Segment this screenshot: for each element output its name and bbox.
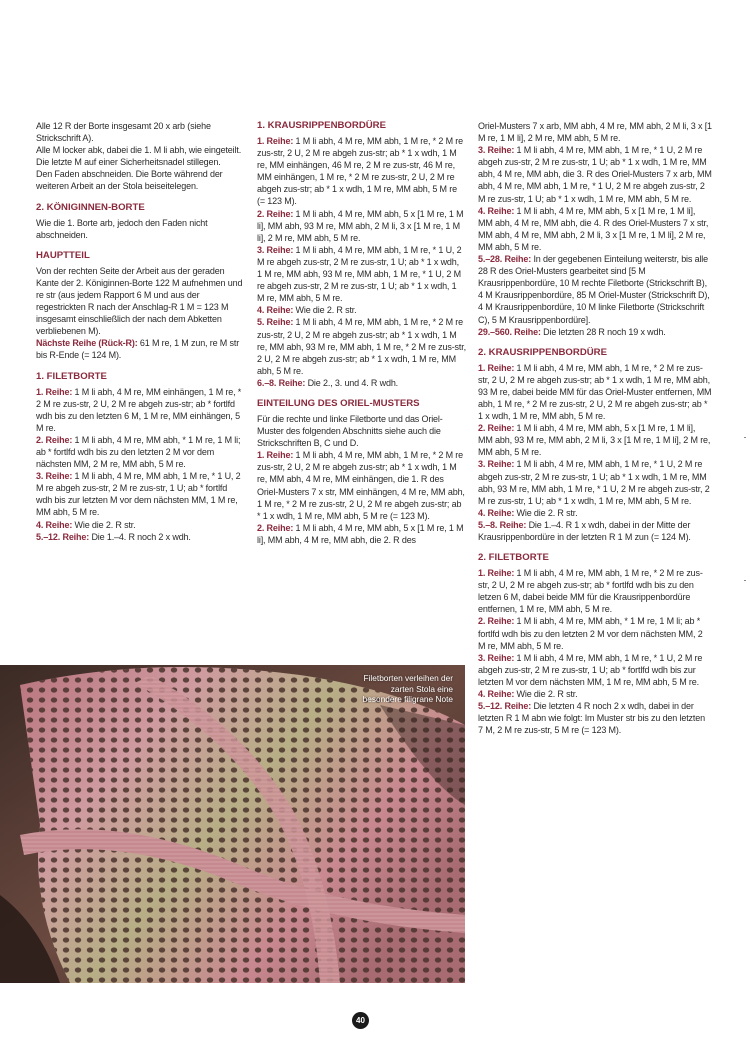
- row-instruction: [478, 326, 712, 338]
- row-instruction: [257, 449, 466, 522]
- row-text: 1 M li abh, 4 M re, MM abh, 1 M re, * 1 U, 2 M re abgeh zus-str, 2 M re zus-str, 1 U; ab * 1 x wdh, 1 M re, MM abh, 4 M re, MM abh, die 3. R des Oriel-Musters 7 x arb, MM abh, 4 M re, MM abh, 1 M re, * 1 U, 2 M re abgeh zus-str, 2 M re zus-str, 1 U; ab * 1 x wdh, 1 M re, MM abh, 5 M re.: [478, 145, 712, 204]
- column-right: [478, 120, 712, 736]
- row-label: 3. Reihe:: [257, 244, 294, 255]
- page-number: 40: [352, 1012, 369, 1029]
- row-instruction: [478, 615, 712, 651]
- row-label: 6.–8. Reihe:: [257, 377, 306, 388]
- row-text: Die 2., 3. und 4. R wdh.: [305, 377, 399, 388]
- row-text: 1 M li abh, 4 M re, MM einhängen, 1 M re, * 2 M re zus-str, 2 U, 2 M re abgeh zus-str; ab * fortlfd wdh bis zu den letzten 6 M, 1 M re, MM einhängen, 5 M re.: [36, 386, 242, 433]
- section-heading: 2. KRAUSRIPPENBORDÜRE: [478, 346, 608, 358]
- row-instruction: [257, 208, 466, 244]
- row-label: 2. Reihe:: [36, 434, 73, 445]
- row-instruction: [36, 434, 243, 470]
- row-label: 5.–8. Reihe:: [478, 519, 527, 530]
- row-label: 4. Reihe:: [478, 507, 515, 518]
- row-text: 1 M li abh, 4 M re, MM abh, 1 M re, * 2 M re zus-str, 2 U, 2 M re abgeh zus-str; ab * 1 x wdh, 1 M re, MM abh, 93 M re, dabei beide MM für das Oriel-Muster entfernen, MM abh, 1 M re, * 2 M re zus-str, 2 U, 2 M re abgeh zus-str; ab * 1 x wdh, 1 M re, MM abh, 5 M re.: [478, 362, 712, 422]
- row-instruction: [36, 531, 243, 543]
- row-label: 3. Reihe:: [478, 459, 515, 470]
- row-text: 61 M re, 1 M zun, re M str bis R-Ende (= 124 M).: [36, 338, 240, 361]
- row-text: 1 M li abh, 4 M re, MM abh, 1 M re, * 1 U, 2 M re abgeh zus-str, 2 M re zus-str, 1 U; ab * 1 x wdh, 1 M re, MM abh, 93 M re, MM abh, 1 M re, * 1 U, 2 M re abgeh zus-str, 2 M re zus-str, 1 U; ab * 1 x wdh, 1 M re, MM abh, 5 M re.: [257, 244, 462, 304]
- row-label: 5. Reihe:: [257, 317, 294, 328]
- row-instruction: [478, 362, 712, 422]
- row-text: 1 M li abh, 4 M re, MM abh, 5 x [1 M re, 1 M li], MM abh, 4 M re, MM abh, die 4. R des Oriel-Musters 7 x str, MM abh, 4 M re, MM abh, 2 M li, 3 x [1 M re, 1 M li], 2 M re, MM abh, 5 M re.: [478, 205, 709, 252]
- row-instruction: [257, 304, 466, 316]
- row-text: 1 M li abh, 4 M re, MM abh, 5 x [1 M re, 1 M li], MM abh, 4 M re, MM abh, die 2. R des: [257, 522, 464, 545]
- row-instruction: [478, 567, 712, 615]
- row-instruction: [36, 386, 243, 434]
- row-label: 29.–560. Reihe:: [478, 326, 541, 337]
- section-heading: EINTEILUNG DES ORIEL-MUSTERS: [257, 397, 420, 409]
- row-text: Die letzten 28 R noch 19 x wdh.: [540, 326, 666, 337]
- row-text: Die 1.–4. R 1 x wdh, dabei in der Mitte der Krausrippenbordüre in der letzten R 1 M zun (= 124 M).: [478, 519, 691, 542]
- row-text: Wie die 2. R str.: [514, 507, 578, 518]
- row-text: 1 M li abh, 4 M re, MM abh, 1 M re, * 2 M re zus-str, 2 U, 2 M re abgeh zus-str; ab * fortlfd wdh bis zu den letzen 6 M, dabei beide MM für die Krausrippenbordüre entfernen, 1 M re, MM abh, 5 M re.: [478, 568, 703, 615]
- section-heading: 1. KRAUSRIPPENBORDÜRE: [257, 120, 387, 131]
- row-text: 1 M li abh, 4 M re, MM abh, 1 M re, * 2 M re zus-str, 2 U, 2 M re abgeh zus-str; ab * 1 x wdh, 1 M re, MM abh, 4 M re, MM einhängen, die 1. R des Oriel-Musters 7 x str, MM einhängen, 4 M re, MM abh, 1 M re, * 2 M re zus-str, 2 U, 2 M re abgeh zus-str; ab * 1 x wdh, 1 M re, MM abh, 5 M re (= 123 M).: [257, 450, 465, 521]
- row-label: 1. Reihe:: [257, 450, 294, 461]
- row-text: 1 M li abh, 4 M re, MM abh, 5 x [1 M re, 1 M li], MM abh, 93 M re, MM abh, 2 M li, 3 x [1 M re, 1 M li], 2 M re, MM abh, 5 M re.: [478, 423, 711, 458]
- stole-photo: [0, 665, 465, 983]
- row-label: 2. Reihe:: [478, 423, 515, 434]
- row-text: 1 M li abh, 4 M re, MM abh, 1 M re, * 2 M re zus-str, 2 U, 2 M re abgeh zus-str; ab * 1 x wdh, 1 M re, MM einhängen, 46 M re, 2 M re zus-str, 46 M re, MM einhängen, 1 M re, * 2 M re zus-str, 2 U, 2 M re abgeh zus-str; ab * 1 x wdh, 1 M re, MM abh, 5 M re (= 123 M).: [257, 136, 463, 207]
- row-label: Nächste Reihe (Rück-R):: [36, 338, 138, 349]
- row-text: Wie die 2. R str.: [514, 689, 578, 700]
- row-instruction: [478, 422, 712, 458]
- row-instruction: [478, 519, 712, 543]
- row-text: Die 1.–4. R noch 2 x wdh.: [89, 531, 191, 542]
- paragraph: Alle 12 R der Borte insgesamt 20 x arb (siehe Strickschrift A).: [36, 121, 211, 144]
- row-instruction: [36, 519, 243, 531]
- column-left: [36, 120, 243, 543]
- row-text: 1 M li abh, 4 M re, MM abh, 5 x [1 M re, 1 M li], MM abh, 93 M re, MM abh, 2 M li, 3 x [1 M re, 1 M li], 2 M re, MM abh, 5 M re.: [257, 208, 464, 243]
- row-label: 5.–12. Reihe:: [36, 531, 90, 542]
- row-label: 4. Reihe:: [478, 689, 515, 700]
- row-text: 1 M li abh, 4 M re, MM abh, * 1 M re, 1 M li; ab * fortlfd wdh bis zu den letzten 2 M vor dem nächsten MM, 2 M re, MM abh, 5 M re.: [478, 616, 703, 651]
- row-instruction: [478, 700, 712, 736]
- section-heading: 2. FILETBORTE: [478, 552, 549, 564]
- row-label: 5.–12. Reihe:: [478, 701, 532, 712]
- edge-mark: [744, 437, 746, 438]
- photo-caption: Filetborten verleihen der zarten Stola eine besondere filigrane Note: [362, 673, 453, 704]
- row-instruction: [257, 135, 466, 208]
- row-text: In der gegebenen Einteilung weiterstr, bis alle 28 R des Oriel-Musters gearbeitet sind [5 M Krausrippenbordüre, 10 M rechte Filetborte (Strickschrift B), 4 M Krausrippenbordüre, 85 M Oriel-Muster (Strickschrift D), 4 M Krausrippenbordüre, 10 M linke Filetborte (Strickschrift C), 5 M Krausrippenbordüre].: [478, 254, 710, 325]
- row-text: Die letzten 4 R noch 2 x wdh, dabei in der letzten R 1 M abn wie folgt: Im Muster str bis zu den letzten 7 M, 2 M re zus-str, 5 M re (= 123 M).: [478, 701, 705, 736]
- paragraph: Den Faden abschneiden. Die Borte während der weiteren Arbeit an der Stola beiseitelegen.: [36, 169, 223, 192]
- row-instruction: [36, 470, 243, 518]
- paragraph: Oriel-Musters 7 x arb, MM abh, 4 M re, MM abh, 2 M li, 3 x [1 M re, 1 M li], 2 M re, MM abh, 5 M re.: [478, 121, 712, 144]
- row-instruction: [257, 244, 466, 304]
- paragraph: Wie die 1. Borte arb, jedoch den Faden nicht abschneiden.: [36, 217, 208, 240]
- row-text: 1 M li abh, 4 M re, MM abh, * 1 M re, 1 M li; ab * fortlfd wdh bis zu den letzten 2 M vor dem nächsten MM, 2 M re, MM abh, 5 M re.: [36, 434, 241, 470]
- column-middle: [257, 120, 466, 546]
- row-label: 3. Reihe:: [36, 471, 73, 482]
- row-label: 4. Reihe:: [257, 305, 294, 316]
- row-label: 3. Reihe:: [478, 652, 515, 663]
- row-label: 3. Reihe:: [478, 145, 515, 156]
- row-text: 1 M li abh, 4 M re, MM abh, 1 M re, * 2 M re zus-str, 2 U, 2 M re abgeh zus-str; ab * 1 x wdh, 1 M re, MM abh, 93 M re, MM abh, 1 M re, * 2 M re zus-str, 2 U, 2 M re abgeh zus-str; ab * 1 x wdh, 1 M re, MM abh, 5 M re.: [257, 317, 466, 376]
- section-heading: 1. FILETBORTE: [36, 370, 107, 382]
- row-instruction: [257, 522, 466, 546]
- row-label: 4. Reihe:: [478, 205, 515, 216]
- row-instruction: [478, 688, 712, 700]
- row-instruction: [478, 458, 712, 506]
- paragraph: Alle M locker abk, dabei die 1. M li abh, wie eingeteilt. Die letzte M auf einer Sicherheitsnadel stillegen.: [36, 145, 242, 168]
- edge-mark: [744, 580, 746, 581]
- row-instruction: [257, 377, 466, 389]
- row-label: 1. Reihe:: [478, 362, 515, 373]
- row-text: 1 M li abh, 4 M re, MM abh, 1 M re, * 1 U, 2 M re abgeh zus-str, 2 M re zus-str, 1 U; ab * 1 x wdh, 1 M re, MM abh, 93 M re, MM abh, 1 M re, * 1 U, 2 M re abgeh zus-str, 2 M re zus-str, 1 U; ab * 1 x wdh, 1 M re, MM abh, 5 M re.: [478, 459, 710, 506]
- paragraph: Von der rechten Seite der Arbeit aus der geraden Kante der 2. Königinnen-Borte 122 M aufnehmen und re str (aus jedem Rapport 6 M und aus der regestrickten R nach der Anschlag-R 1 M = 123 M insgesamt einschließlich der nach dem Abketten verbliebenen M).: [36, 265, 243, 337]
- row-label: 1. Reihe:: [36, 386, 73, 397]
- row-label: 2. Reihe:: [257, 522, 294, 533]
- row-instruction: [478, 205, 712, 253]
- row-label: 5.–28. Reihe:: [478, 254, 532, 265]
- section-heading: 2. KÖNIGINNEN-BORTE: [36, 201, 145, 213]
- row-text: Wie die 2. R str.: [293, 305, 357, 316]
- lace-shawl-image: [0, 665, 465, 983]
- paragraph: Für die rechte und linke Filetborte und das Oriel-Muster des folgenden Abschnitts siehe auch die Strickschriften B, C und D.: [257, 413, 443, 449]
- row-instruction: [478, 507, 712, 519]
- row-instruction: [478, 652, 712, 688]
- row-instruction: [257, 316, 466, 376]
- row-text: 1 M li abh, 4 M re, MM abh, 1 M re, * 1 U, 2 M re abgeh zus-str, 2 M re zus-str, 1 U; ab * fortlfd wdh bis zur letzten M vor dem nächsten MM, 1 M re, MM abh, 5 M re.: [478, 652, 703, 687]
- row-label: 2. Reihe:: [257, 208, 294, 219]
- row-label: 4. Reihe:: [36, 519, 73, 530]
- row-instruction: [478, 253, 712, 326]
- row-instruction: [36, 337, 243, 361]
- row-text: Wie die 2. R str.: [72, 519, 136, 530]
- section-heading: HAUPTTEIL: [36, 249, 90, 261]
- row-label: 1. Reihe:: [257, 136, 294, 146]
- row-label: 2. Reihe:: [478, 616, 515, 627]
- row-label: 1. Reihe:: [478, 568, 515, 579]
- row-instruction: [478, 144, 712, 204]
- row-text: 1 M li abh, 4 M re, MM abh, 1 M re, * 1 U, 2 M re abgeh zus-str, 2 M re zus-str, 1 U; ab * fortlfd wdh bis zur letzten M vor dem nächsten MM, 1 M re, MM abh, 5 M re.: [36, 471, 241, 518]
